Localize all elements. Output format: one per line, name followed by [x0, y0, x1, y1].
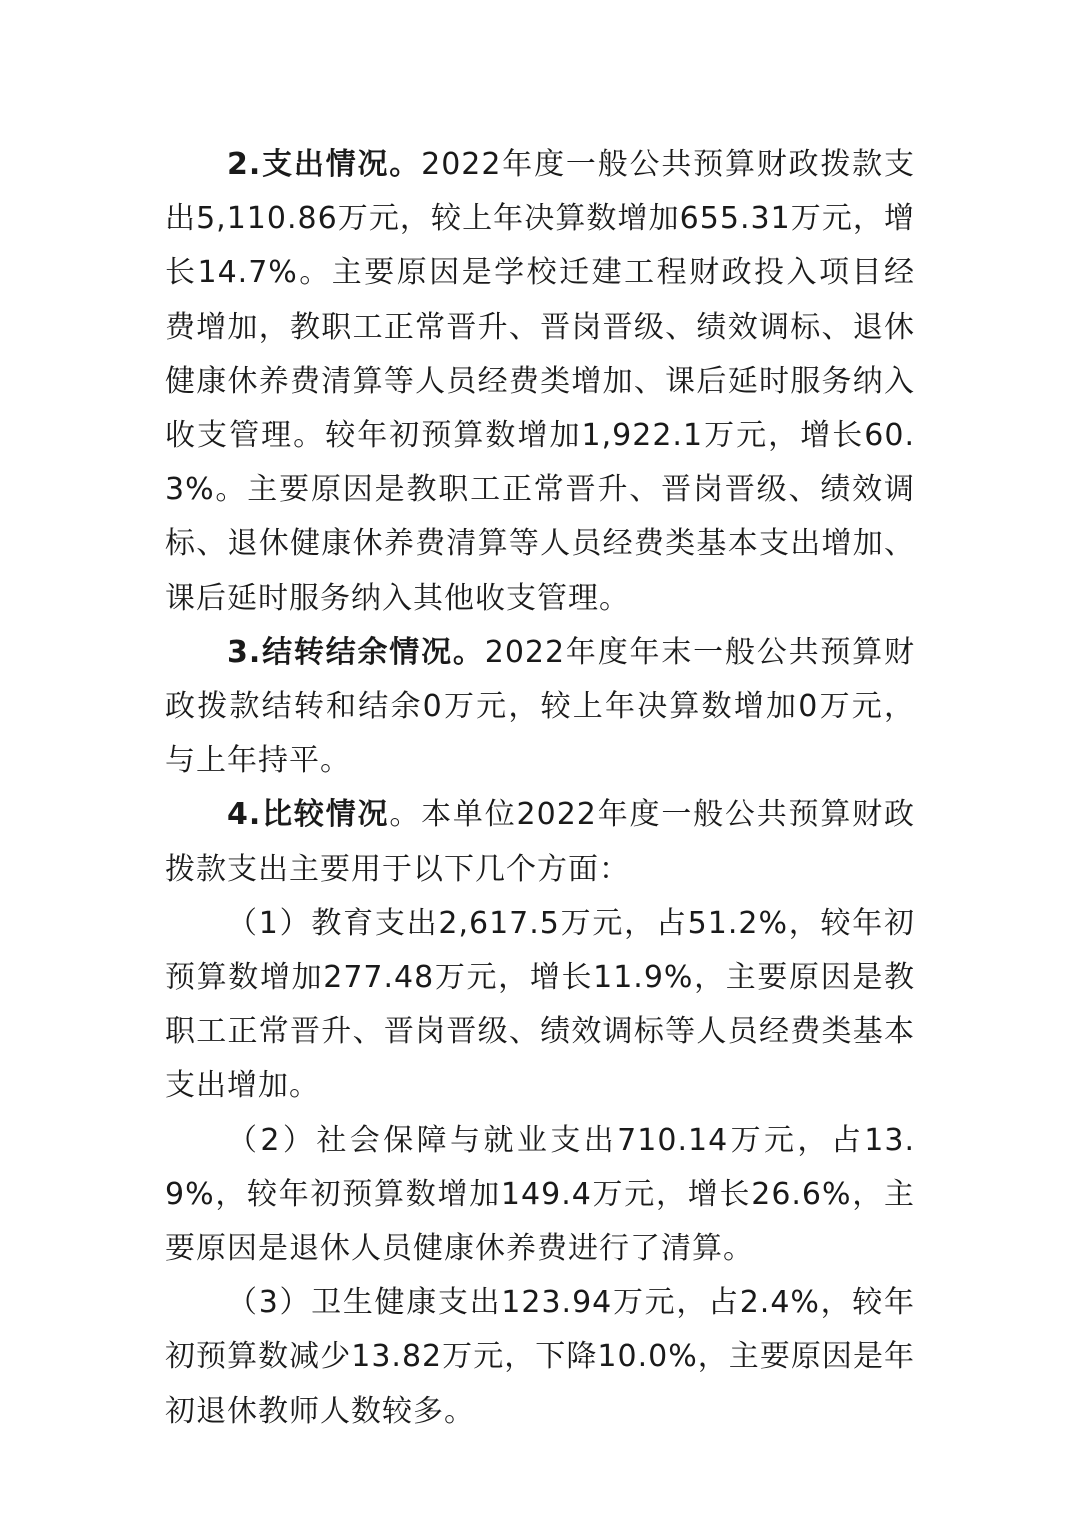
body-expenditure: 2022年度一般公共预算财政拨款支出5,110.86万元，较上年决算数增加655.31万元，增长14.7%。主要原因是学校迁建工程财政投入项目经费增加，教职工正常晋升、晋岗晋级、绩效调标、退休健康休养费清算等人员经费类增加、课后延时服务纳入收支管理。较年初预算数增加1,922.1万元，增长60.3%。主要原因是教职工正常晋升、晋岗晋级、绩效调标、退休健康休养费清算等人员经费类基本支出增加、课后延时服务纳入其他收支管理。: [165, 147, 915, 616]
paragraph-comparison: [165, 788, 915, 896]
heading-comparison: 4.比较情况: [227, 797, 390, 833]
body-comparison: 。本单位2022年度一般公共预算财政拨款支出主要用于以下几个方面：: [165, 797, 915, 887]
heading-expenditure: 2.支出情况。: [227, 147, 422, 182]
body-carryover: 2022年度年末一般公共预算财政拨款结转和结余0万元，较上年决算数增加0万元，与上年持平。: [165, 634, 915, 779]
list-item-social-security: （2）社会保障与就业支出710.14万元，占13.9%，较年初预算数增加149.4万元，增长26.6%，主要原因是退休人员健康休养费进行了清算。: [165, 1122, 915, 1267]
list-item-health: （3）卫生健康支出123.94万元，占2.4%，较年初预算数减少13.82万元，下降10.0%，主要原因是年初退休教师人数较多。: [165, 1285, 915, 1429]
list-item-education: （1）教育支出2,617.5万元，占51.2%，较年初预算数增加277.48万元，增长11.9%，主要原因是教职工正常晋升、晋岗晋级、绩效调标等人员经费类基本支出增加。: [165, 905, 915, 1104]
document-page: [165, 138, 915, 1439]
paragraph-carryover: [165, 626, 915, 789]
paragraph-expenditure: [165, 138, 915, 626]
heading-carryover: 3.结转结余情况。: [227, 634, 485, 670]
